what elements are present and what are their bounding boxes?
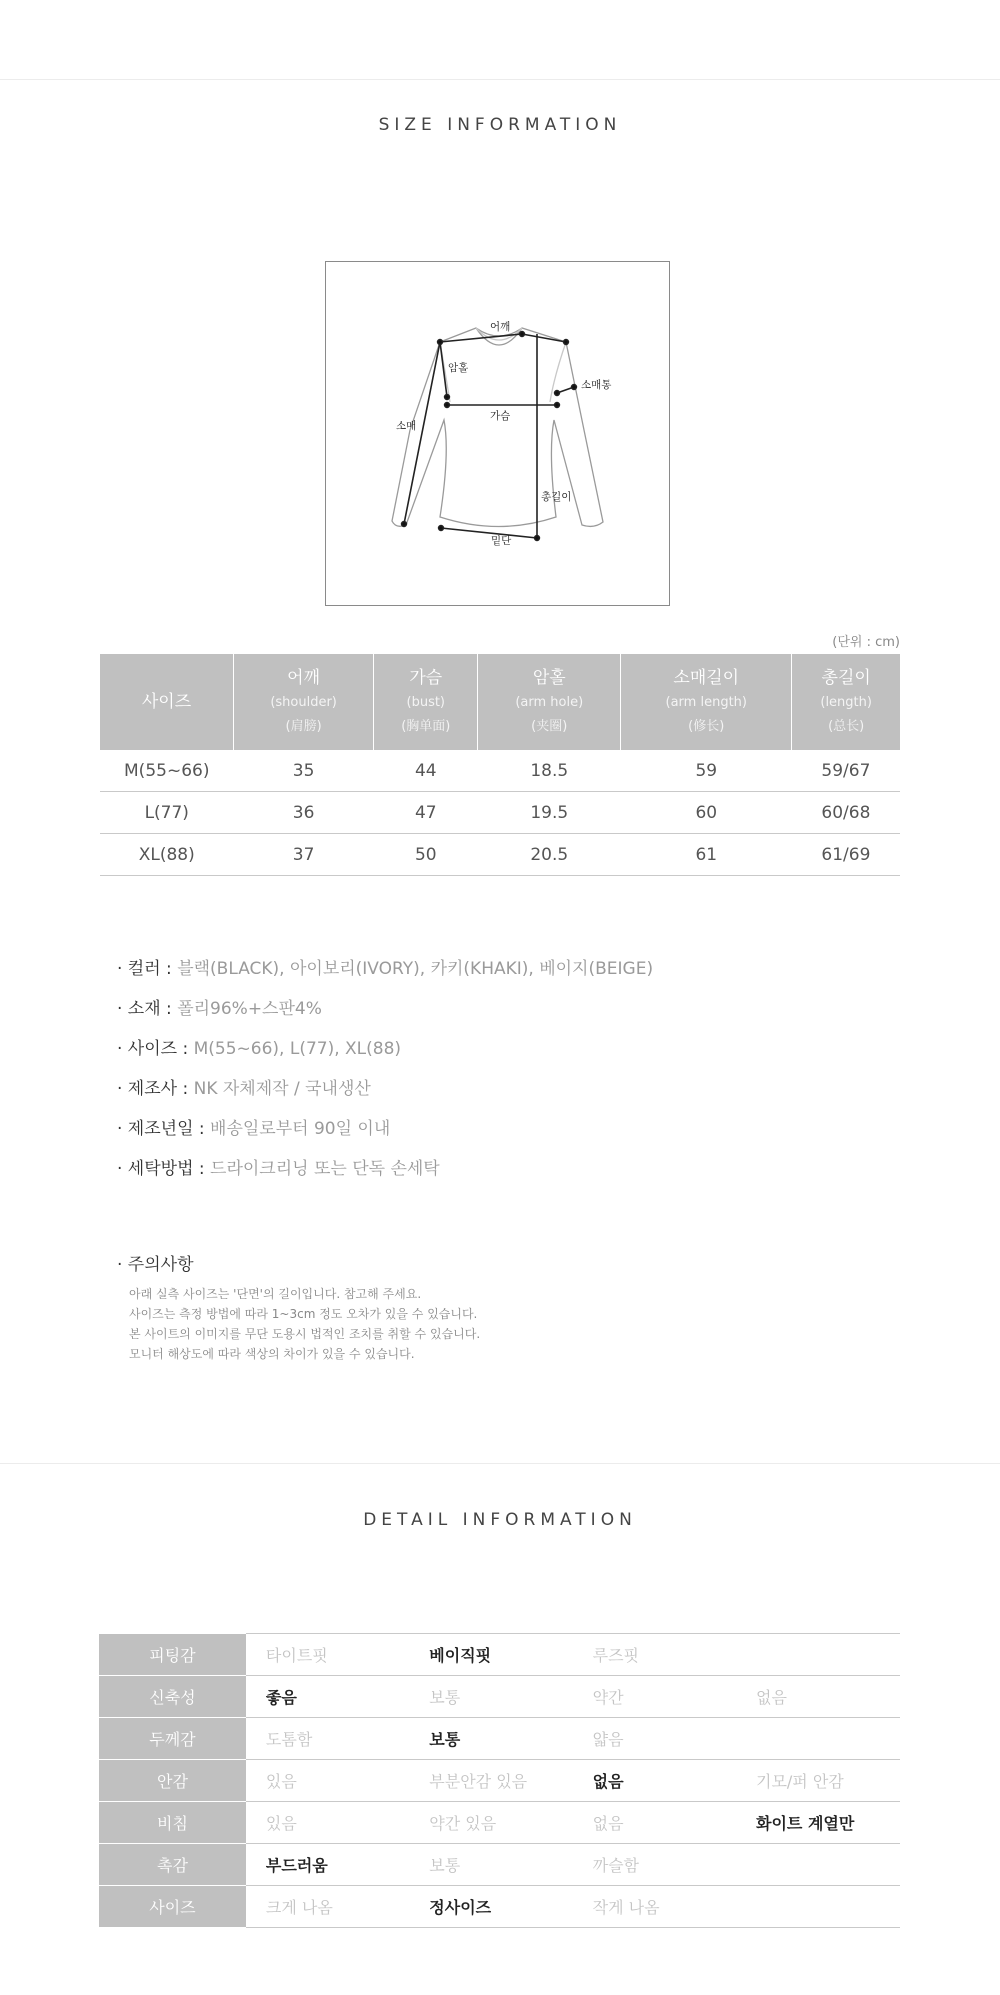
detail-option: 까슬함 (573, 1844, 736, 1886)
length-cell: 60/68 (792, 792, 900, 834)
header-shoulder: 어깨 (shoulder) (肩膀) (234, 654, 374, 750)
detail-option: 타이트핏 (246, 1634, 409, 1676)
armhole-cell: 20.5 (478, 834, 621, 876)
detail-label: 두께감 (99, 1718, 246, 1760)
notice-line: 사이즈는 측정 방법에 따라 1~3cm 정도 오차가 있을 수 있습니다. (129, 1307, 478, 1321)
detail-section-title: DETAIL INFORMATION (363, 1510, 637, 1530)
armhole-cell: 18.5 (478, 750, 621, 792)
detail-table (99, 1633, 900, 1928)
spec-manufacturer: · 제조사 : NK 자체제작 / 국내생산 (117, 1079, 371, 1099)
armhole-cell: 19.5 (478, 792, 621, 834)
length-cell: 61/69 (792, 834, 900, 876)
spec-manufacture-date: · 제조년일 : 배송일로부터 90일 이내 (117, 1119, 391, 1139)
detail-label: 촉감 (99, 1844, 246, 1886)
notice-title: · 주의사항 (117, 1255, 194, 1275)
measurement-lines (402, 332, 577, 541)
detail-option: 루즈핏 (573, 1634, 736, 1676)
unit-note: (단위 : cm) (832, 635, 900, 650)
spec-color: · 컬러 : 블랙(BLACK), 아이보리(IVORY), 카키(KHAKI), 베이지(BEIGE) (117, 959, 654, 979)
size-table (100, 654, 900, 876)
shoulder-cell: 37 (234, 834, 374, 876)
spec-material: · 소재 : 폴리96%+스판4% (117, 999, 322, 1019)
label-sleeve: 소매 (396, 420, 417, 432)
detail-option: 약간 (573, 1676, 736, 1718)
garment-diagram (325, 261, 670, 606)
header-armhole: 암홀 (arm hole) (夹圈) (478, 654, 621, 750)
arm-length-cell: 61 (621, 834, 792, 876)
detail-option: 보통 (409, 1676, 572, 1718)
detail-row-sheerness (99, 1802, 900, 1844)
label-length: 총길이 (541, 491, 572, 503)
detail-option: 정사이즈 (409, 1886, 572, 1928)
detail-option: 있음 (246, 1802, 409, 1844)
header-size: 사이즈 (100, 654, 234, 750)
label-bust: 가슴 (490, 410, 511, 422)
detail-option: 얇음 (573, 1718, 736, 1760)
table-row (100, 834, 900, 876)
detail-row-lining (99, 1760, 900, 1802)
shoulder-cell: 36 (234, 792, 374, 834)
detail-option: 좋음 (246, 1676, 409, 1718)
detail-option (736, 1634, 900, 1676)
arm-length-cell: 60 (621, 792, 792, 834)
detail-row-thickness (99, 1718, 900, 1760)
detail-option: 있음 (246, 1760, 409, 1802)
size-cell: L(77) (100, 792, 234, 834)
detail-option: 기모/퍼 안감 (736, 1760, 900, 1802)
label-armhole: 암홀 (448, 362, 469, 374)
detail-row-texture (99, 1844, 900, 1886)
bust-cell: 44 (374, 750, 478, 792)
detail-option (736, 1844, 900, 1886)
product-specs (117, 955, 653, 1195)
spec-size: · 사이즈 : M(55~66), L(77), XL(88) (117, 1039, 402, 1059)
size-section-title: SIZE INFORMATION (378, 115, 622, 135)
detail-label: 사이즈 (99, 1886, 246, 1928)
detail-option (736, 1718, 900, 1760)
detail-option: 없음 (573, 1802, 736, 1844)
table-row (100, 792, 900, 834)
label-sleeve-width: 소매통 (581, 379, 612, 391)
top-divider (0, 79, 1000, 80)
spec-washing: · 세탁방법 : 드라이크리닝 또는 단독 손세탁 (117, 1159, 440, 1179)
arm-length-cell: 59 (621, 750, 792, 792)
detail-option: 도톰함 (246, 1718, 409, 1760)
table-row (100, 750, 900, 792)
detail-label: 신축성 (99, 1676, 246, 1718)
bust-cell: 47 (374, 792, 478, 834)
detail-option: 화이트 계열만 (736, 1802, 900, 1844)
label-shoulder: 어깨 (490, 321, 511, 333)
detail-option: 베이직핏 (409, 1634, 572, 1676)
header-arm-length: 소매길이 (arm length) (修长) (621, 654, 792, 750)
header-bust: 가슴 (bust) (胸单面) (374, 654, 478, 750)
label-hem: 밑단 (491, 535, 512, 547)
notice-line: 모니터 해상도에 따라 색상의 차이가 있을 수 있습니다. (129, 1347, 415, 1361)
detail-option: 부드러움 (246, 1844, 409, 1886)
length-cell: 59/67 (792, 750, 900, 792)
detail-row-fit (99, 1634, 900, 1676)
shoulder-cell: 35 (234, 750, 374, 792)
detail-option: 작게 나옴 (573, 1886, 736, 1928)
detail-option: 보통 (409, 1844, 572, 1886)
section-divider (0, 1463, 1000, 1464)
detail-option: 없음 (736, 1676, 900, 1718)
size-cell: XL(88) (100, 834, 234, 876)
size-cell: M(55~66) (100, 750, 234, 792)
detail-label: 비침 (99, 1802, 246, 1844)
notice-text (129, 1284, 480, 1364)
notice-line: 아래 실측 사이즈는 '단면'의 길이입니다. 참고해 주세요. (129, 1287, 422, 1301)
detail-label: 안감 (99, 1760, 246, 1802)
detail-option: 부분안감 있음 (409, 1760, 572, 1802)
detail-option: 약간 있음 (409, 1802, 572, 1844)
header-length: 총길이 (length) (总长) (792, 654, 900, 750)
size-table-header (100, 654, 900, 750)
detail-row-size (99, 1886, 900, 1928)
detail-option: 없음 (573, 1760, 736, 1802)
bust-cell: 50 (374, 834, 478, 876)
notice-line: 본 사이트의 이미지를 무단 도용시 법적인 조치를 취할 수 있습니다. (129, 1327, 481, 1341)
detail-option: 크게 나옴 (246, 1886, 409, 1928)
garment-diagram-svg (326, 262, 671, 607)
detail-option: 보통 (409, 1718, 572, 1760)
detail-label: 피팅감 (99, 1634, 246, 1676)
detail-option (736, 1886, 900, 1928)
detail-row-stretch (99, 1676, 900, 1718)
